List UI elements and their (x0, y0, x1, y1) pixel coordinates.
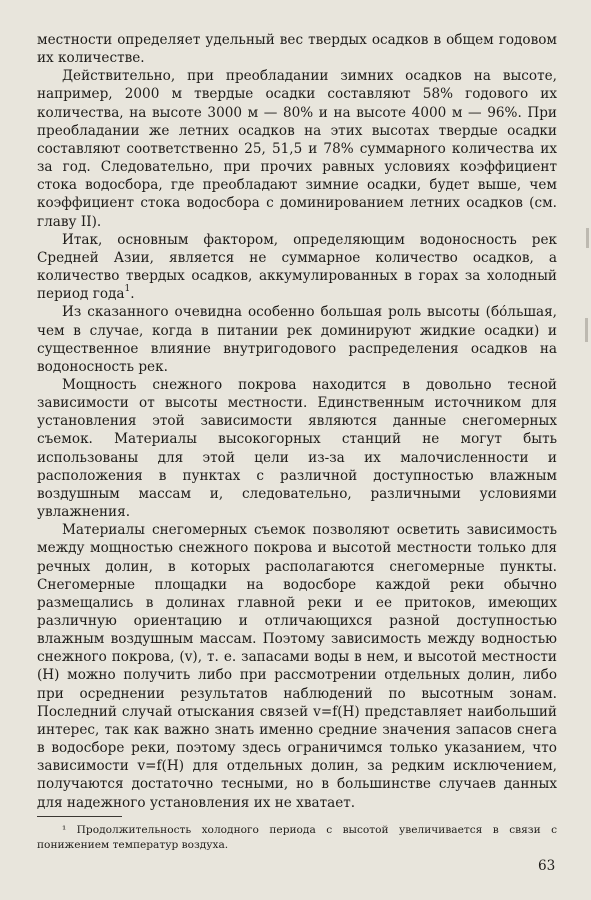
main-text (37, 31, 557, 812)
footnote-rule (37, 816, 122, 817)
paragraph: Из сказанного очевидна особенно большая роль высоты (бо́льшая, чем в случае, когда в питании рек доминируют жидкие осадки) и существенное влияние внутригодового распределения осадков на водоносность рек. (37, 304, 557, 375)
paragraph: Действительно, при преобладании зимних осадков на высоте, например, 2000 м твердые осадки составляют 58% годового их количества, на высоте 3000 м — 80% и на высоте 4000 м — 96%. При преобладании же летних осадков на этих высотах твердые осадки составляют соответственно 25, 51,5 и 78% суммарного количества их за год. Следовательно, при прочих равных условиях коэффициент стока водосбора, где преобладают зимние осадки, будет выше, чем коэффициент стока водосбора с доминированием летних осадков (см. главу II). (37, 68, 557, 230)
scan-edge-mark (585, 318, 588, 342)
scan-edge-mark (586, 228, 589, 248)
paragraph: Итак, основным фактором, определяющим водоносность рек Средней Азии, является не суммарное количество осадков, а количество твердых осадков, аккумулированных в горах за холодный период года$^1$. (37, 231, 557, 303)
paragraph-text: Итак, основным фактором, определяющим водоносность рек Средней Азии, является не суммарное количество осадков, а количество твердых осадков, аккумулированных в горах за холодный период года (37, 231, 557, 303)
paragraph: Мощность снежного покрова находится в довольно тесной зависимости от высоты местности. Единственным источником для установления этой зависимости являются данные снегомерных съемок. Материалы высокогорных станций не могут быть использованы для этой цели из-за их малочисленности и расположения в пунктах с различной доступностью влажным воздушным массам и, следовательно, различными условиями увлажнения. (37, 376, 557, 521)
footnote-marker: 1 (124, 284, 131, 295)
paragraph: местности определяет удельный вес твердых осадков в общем годовом их количестве. (37, 32, 557, 67)
footnote: ¹ Продолжительность холодного периода с высотой увеличивается в связи с понижением температур воздуха. (37, 824, 557, 851)
paragraph: Материалы снегомерных съемок позволяют осветить зависимость между мощностью снежного покрова и высотой местности только для речных долин, в которых располагаются снегомерные пункты. Снегомерные площадки на водосборе каждой реки обычно размещались в долинах главной реки и ее притоков, имеющих различную ориентацию и отличающихся разной доступностью влажным воздушным массам. Поэтому зависимость между водностью снежного покрова, (v), т. е. запасами воды в нем, и высотой местности (H) можно получить либо при рассмотрении отдельных долин, либо при осреднении результатов наблюдений по высотным зонам. Последний случай отыскания связей v=f(H) представляет наибольший интерес, так как важно знать именно средние значения запасов снега в водосборе реки, поэтому здесь ограничимся только указанием, что зависимости v=f(H) для отдельных долин, за редким исключением, получаются достаточно тесными, но в большинстве случаев данных для надежного установления их не хватает. (37, 522, 557, 811)
page-number: 63 (538, 858, 556, 874)
